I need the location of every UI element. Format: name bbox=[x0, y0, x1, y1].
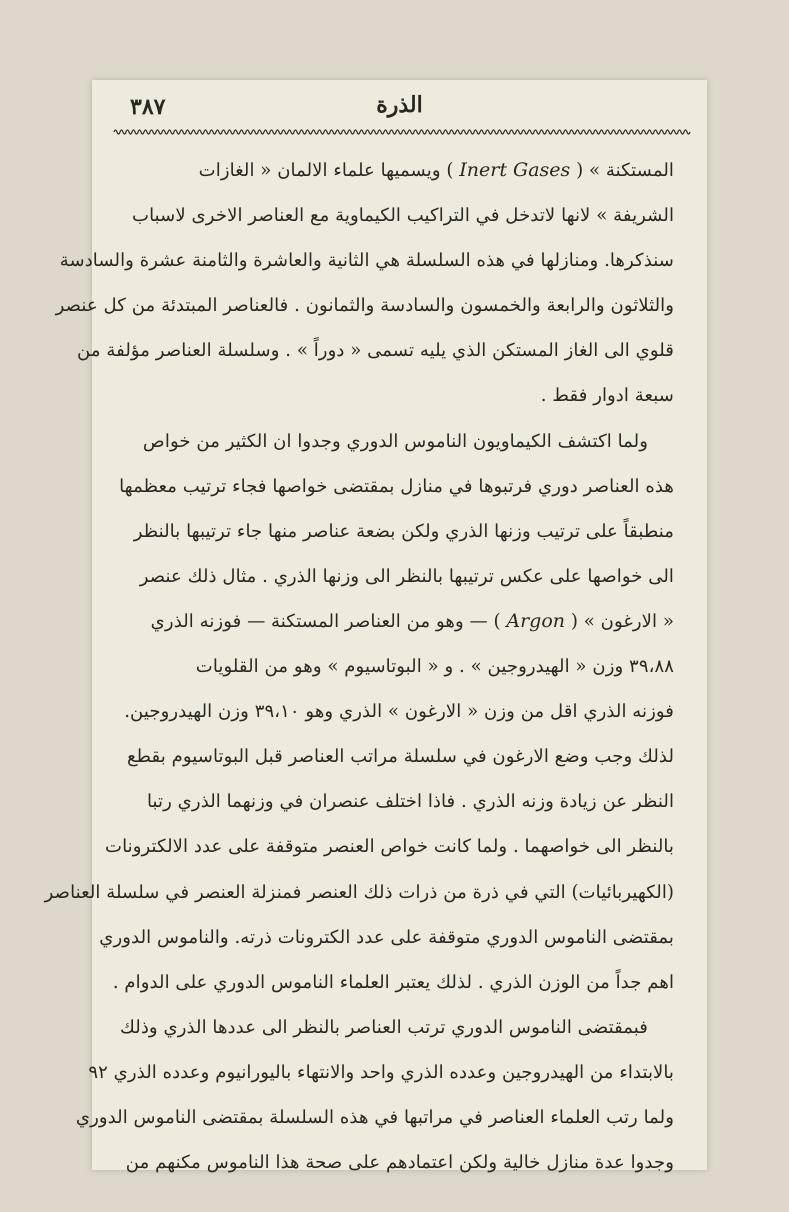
text-line-17: (الكهيربائيات) التي في ذرة من ذرات ذلك العنصر فمنزلة العنصر في سلسلة العناصر bbox=[44, 881, 674, 903]
text-line-5: قلوي الى الغاز المستكن الذي يليه تسمى « دوراً » . وسلسلة العناصر مؤلفة من bbox=[77, 340, 674, 362]
text-line-18: بمقتضى الناموس الدوري متوقفة على عدد الكترونات ذرته. والناموس الدوري bbox=[99, 926, 674, 948]
text-line-2: الشريفة » لانها لاتدخل في التراكيب الكيماوية مع العناصر الاخرى لاسباب bbox=[132, 205, 674, 227]
text-line-8: هذه العناصر دوري فرتبوها في منازل بمقتضى خواصها فجاء ترتيب معظمها bbox=[119, 475, 674, 497]
text-line-20: فبمقتضى الناموس الدوري ترتب العناصر بالنظر الى عددها الذري وذلك bbox=[119, 1016, 648, 1038]
text-line-1: المستكنة » ( Inert Gases ) ويسميها علماء الالمان « الغازات bbox=[198, 159, 674, 181]
latin-term-argon: Argon bbox=[506, 609, 566, 632]
ornamental-wavy-rule bbox=[114, 128, 685, 136]
text-line-10: الى خواصها على عكس ترتيبها بالنظر الى وزنها الذري . مثال ذلك عنصر bbox=[139, 565, 674, 587]
text-line-11: « الارغون » ( Argon ) — وهو من العناصر المستكنة — فوزنه الذري bbox=[150, 609, 674, 632]
text-line-14: لذلك وجب وضع الارغون في سلسلة مراتب العناصر قبل البوتاسيوم بقطع bbox=[126, 746, 674, 768]
text-line-4: والثلاثون والرابعة والخمسون والسادسة والثمانون . فالعناصر المبتدئة من كل عنصر bbox=[55, 295, 674, 317]
text-line-7: ولما اكتشف الكيماويون الناموس الدوري وجدوا ان الكثير من خواص bbox=[142, 430, 648, 452]
text-line-23: وجدوا عدة منازل خالية ولكن اعتمادهم على صحة هذا الناموس مكنهم من bbox=[125, 1152, 674, 1174]
text-line-13: فوزنه الذري اقل من وزن « الارغون » الذري وهو ٣٩،١٠ وزن الهيدروجين. bbox=[124, 701, 674, 723]
text-line-22: ولما رتب العلماء العناصر في مراتبها في هذه السلسلة بمقتضى الناموس الدوري bbox=[75, 1106, 674, 1128]
text-line-6: سبعة ادوار فقط . bbox=[540, 385, 674, 407]
page-header bbox=[92, 80, 707, 132]
page-number: ٣٨٧ bbox=[130, 94, 166, 120]
body-text bbox=[44, 148, 674, 1185]
text-line-16: بالنظر الى خواصهما . ولما كانت خواص العنصر متوقفة على عدد الالكترونات bbox=[105, 836, 674, 858]
text-line-3: سنذكرها. ومنازلها في هذه السلسلة هي الثانية والعاشرة والثامنة عشرة والسادسة bbox=[59, 250, 674, 272]
text-line-19: اهم جداً من الوزن الذري . لذلك يعتبر العلماء الناموس الدوري على الدوام . bbox=[112, 971, 674, 993]
text-line-9: منطبقاً على ترتيب وزنها الذري ولكن بضعة عناصر منها جاء ترتيبها بالنظر bbox=[133, 520, 674, 542]
text-line-15: النظر عن زيادة وزنه الذري . فاذا اختلف عنصران في وزنهما الذري رتبا bbox=[147, 791, 674, 813]
latin-term-inert-gases: Inert Gases bbox=[459, 159, 571, 181]
text-line-12: ٣٩،٨٨ وزن « الهيدروجين » . و « البوتاسيوم » وهو من القلويات bbox=[195, 656, 674, 678]
book-page bbox=[44, 80, 707, 1174]
text-line-21: بالابتداء من الهيدروجين وعدده الذري واحد والانتهاء باليورانيوم وعدده الذري ٩٢ bbox=[88, 1061, 674, 1083]
running-title: الذرة bbox=[376, 92, 423, 118]
